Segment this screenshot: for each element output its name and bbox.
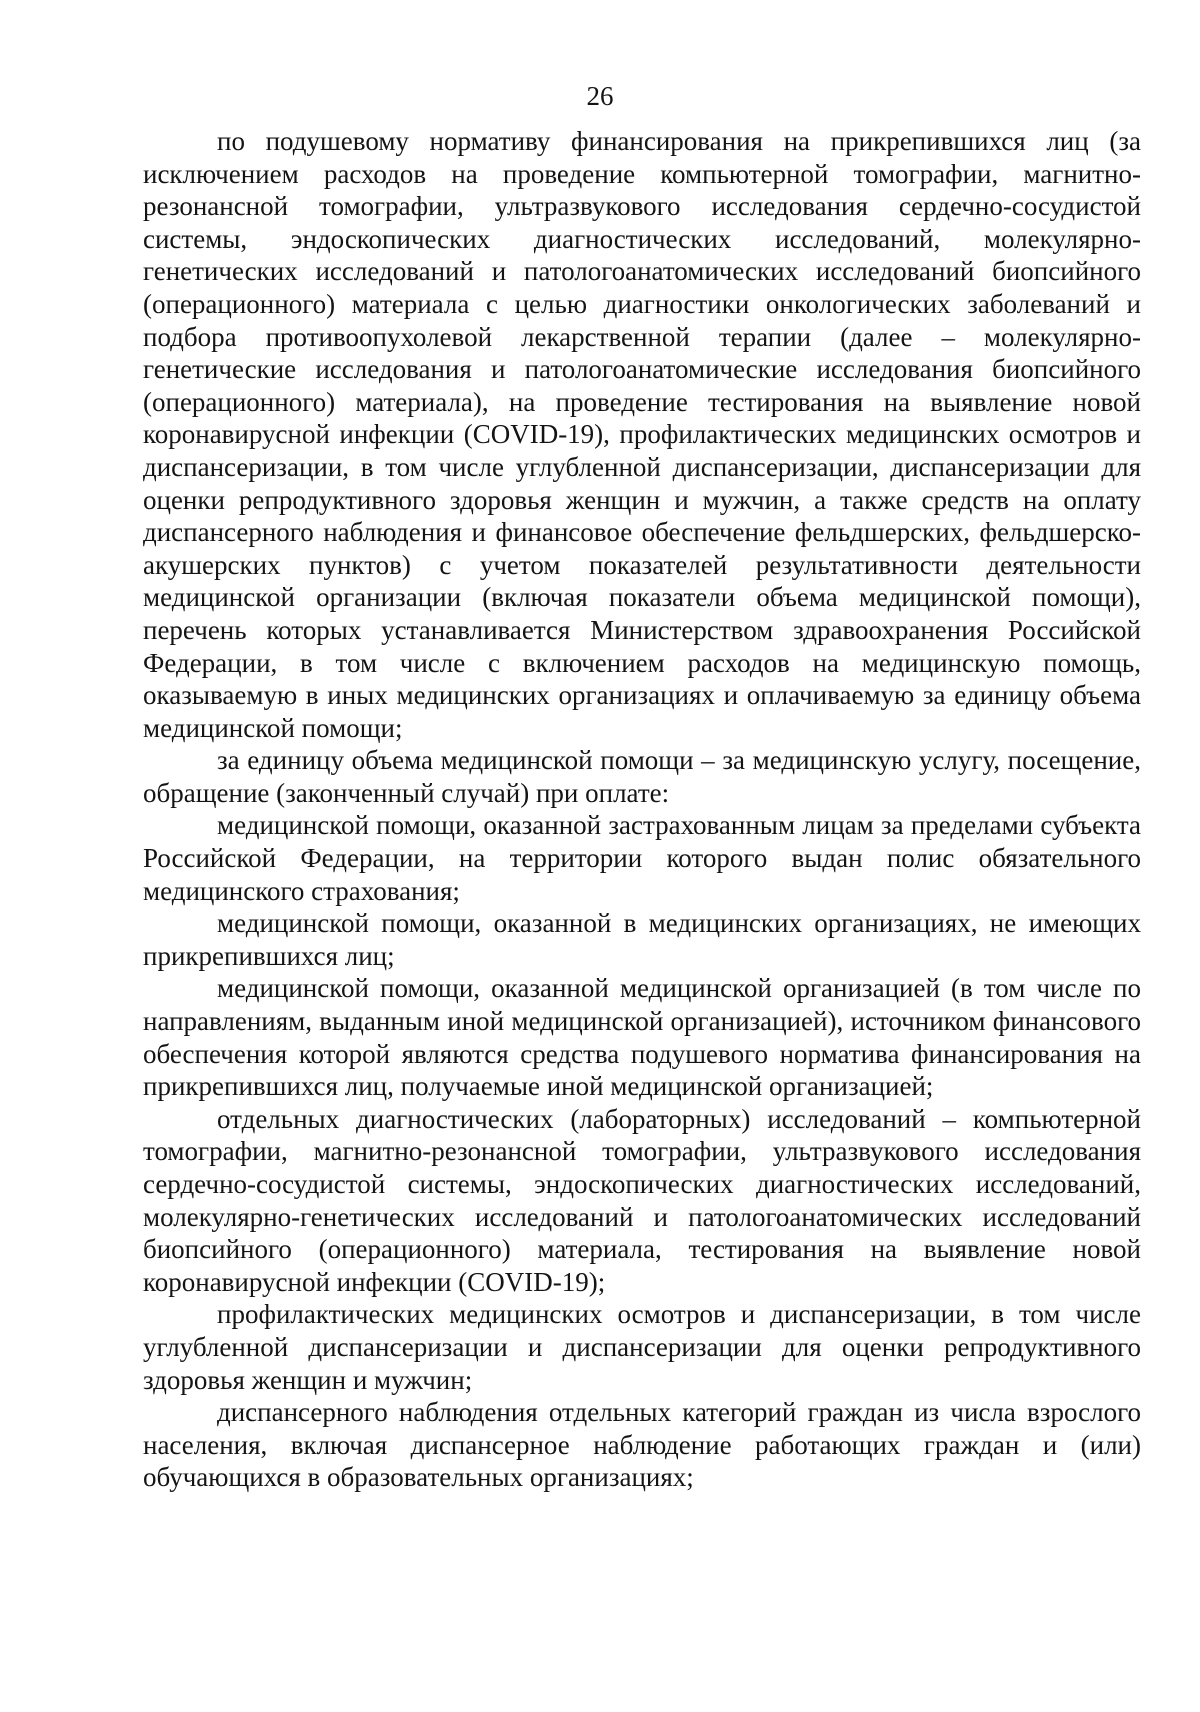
paragraph-diagnostic-studies: отдельных диагностических (лабораторных) исследований – компьютерной томографии, магнитно-резонансной томографии, ультразвукового исследования сердечно-сосудистой системы, эндоскопических диагностических исследований, молекулярно-генетических исследований и патологоанатомических исследований биопсийного (операционного) материала, тестирования на выявление новой коронавирусной инфекции (COVID-19); [143,1103,1141,1297]
paragraph-referral-care: медицинской помощи, оказанной медицинской организацией (в том числе по направлениям, выданным иной медицинской организацией), источником финансового обеспечения которой являются средства подушевого норматива финансирования на прикрепившихся лиц, получаемые иной медицинской организацией; [143,973,1141,1102]
page-number: 26 [586,81,614,111]
paragraph-preventive-exams: профилактических медицинских осмотров и диспансеризации, в том числе углубленной диспансеризации и диспансеризации для оценки репродуктивного здоровья женщин и мужчин; [143,1299,1141,1395]
paragraph-outside-region-care: медицинской помощи, оказанной застрахованным лицам за пределами субъекта Российской Федерации, на территории которого выдан полис обязательного медицинского страхования; [143,810,1141,906]
paragraph-per-capita-standard: по подушевому нормативу финансирования на прикрепившихся лиц (за исключением расходов на проведение компьютерной томографии, магнитно-резонансной томографии, ультразвукового исследования сердечно-сосудистой системы, эндоскопических диагностических исследований, молекулярно-генетических исследований и патологоанатомических исследований биопсийного (операционного) материала с целью диагностики онкологических заболеваний и подбора противоопухолевой лекарственной терапии (далее – молекулярно-генетические исследования и патологоанатомические исследования биопсийного (операционного) материала), на проведение тестирования на выявление новой коронавирусной инфекции (COVID-19), профилактических медицинских осмотров и диспансеризации, в том числе углубленной диспансеризации, диспансеризации для оценки репродуктивного здоровья женщин и мужчин, а также средств на оплату диспансерного наблюдения и финансовое обеспечение фельдшерских, фельдшерско-акушерских пунктов) с учетом показателей результативности деятельности медицинской организации (включая показатели объема медицинской помощи), перечень которых устанавливается Министерством здравоохранения Российской Федерации, в том числе с включением расходов на медицинскую помощь, оказываемую в иных медицинских организациях и оплачиваемую за единицу объема медицинской помощи; [143,126,1141,743]
paragraph-no-attached-persons: медицинской помощи, оказанной в медицинских организациях, не имеющих прикрепившихся лиц; [143,908,1141,971]
paragraph-dispensary-observation: диспансерного наблюдения отдельных категорий граждан из числа взрослого населения, включая диспансерное наблюдение работающих граждан и (или) обучающихся в образовательных организациях; [143,1397,1141,1493]
paragraph-per-unit-volume: за единицу объема медицинской помощи – за медицинскую услугу, посещение, обращение (законченный случай) при оплате: [143,745,1141,808]
document-body [143,125,1141,1494]
